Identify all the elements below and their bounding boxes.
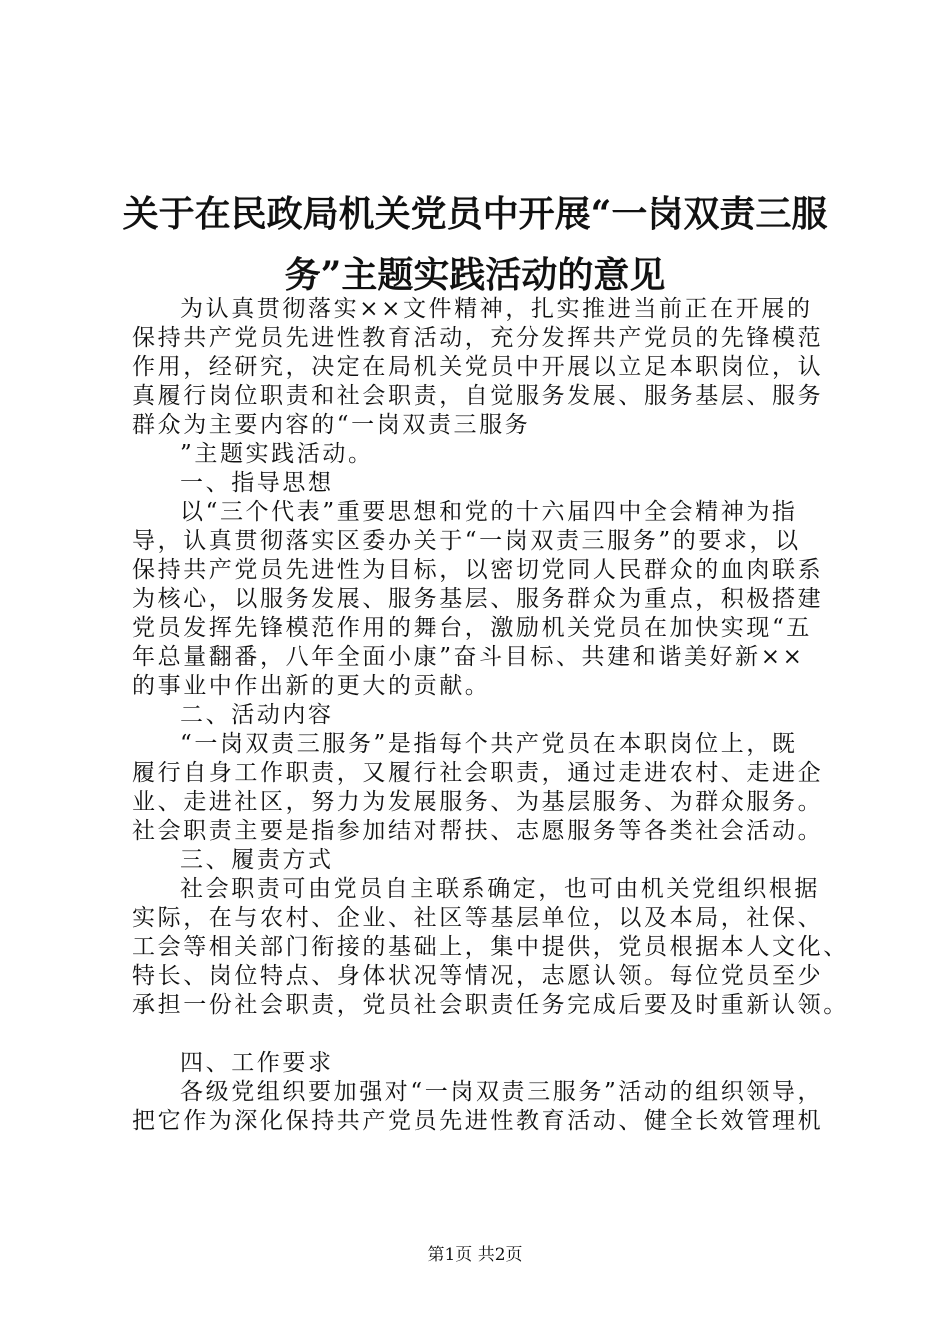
paragraph-line: 履行自身工作职责，又履行社会职责，通过走进农村、走进企 xyxy=(132,760,824,786)
paragraph-line: “一岗双责三服务”是指每个共产党员在本职岗位上，既 xyxy=(180,731,798,757)
paragraph-line: 作用，经研究，决定在局机关党员中开展以立足本职岗位，认 xyxy=(132,354,824,380)
blank-line xyxy=(132,1020,832,1049)
paragraph-line: 年总量翻番，八年全面小康”奋斗目标、共建和谐美好新×× xyxy=(132,644,805,670)
paragraph-line: 以“三个代表”重要思想和党的十六届四中全会精神为指 xyxy=(180,499,798,525)
paragraph-line: ”主题实践活动。 xyxy=(180,441,374,467)
paragraph-line: 特长、岗位特点、身体状况等情况，志愿认领。每位党员至少 xyxy=(132,963,824,989)
section-heading: 三、履责方式 xyxy=(180,847,334,873)
paragraph-line: 为核心，以服务发展、服务基层、服务群众为重点，积极搭建 xyxy=(132,586,824,612)
document-title-line-1: 关于在民政局机关党员中开展“一岗双责三服 xyxy=(122,193,828,235)
paragraph-line: 为认真贯彻落实××文件精神，扎实推进当前正在开展的 xyxy=(180,296,813,322)
paragraph-line: 社会职责可由党员自主联系确定，也可由机关党组织根据 xyxy=(180,876,820,902)
document-body xyxy=(132,295,849,1136)
paragraph-line: 工会等相关部门衔接的基础上，集中提供，党员根据本人文化、 xyxy=(132,934,849,960)
paragraph-line: 党员发挥先锋模范作用的舞台，激励机关党员在加快实现“五 xyxy=(132,615,812,641)
paragraph-line: 实际，在与农村、企业、社区等基层单位，以及本局，社保、 xyxy=(132,905,824,931)
section-heading: 一、指导思想 xyxy=(180,470,334,496)
section-heading: 二、活动内容 xyxy=(180,702,334,728)
paragraph-line: 群众为主要内容的“一岗双责三服务 xyxy=(132,412,531,438)
paragraph-line: 社会职责主要是指参加结对帮扶、志愿服务等各类社会活动。 xyxy=(132,818,824,844)
paragraph-line: 保持共产党员先进性为目标，以密切党同人民群众的血肉联系 xyxy=(132,557,824,583)
document-title-line-2: 务”主题实践活动的意见 xyxy=(284,254,666,296)
page-number-footer: 第1页 共2页 xyxy=(427,1245,523,1265)
paragraph-line: 真履行岗位职责和社会职责，自觉服务发展、服务基层、服务 xyxy=(132,383,824,409)
paragraph-line: 保持共产党员先进性教育活动，充分发挥共产党员的先锋模范 xyxy=(132,325,824,351)
paragraph-line: 业、走进社区，努力为发展服务、为基层服务、为群众服务。 xyxy=(132,789,824,815)
section-heading: 四、工作要求 xyxy=(180,1050,334,1076)
paragraph-line: 承担一份社会职责，党员社会职责任务完成后要及时重新认领。 xyxy=(132,992,849,1018)
paragraph-line: 的事业中作出新的更大的贡献。 xyxy=(132,673,491,699)
paragraph-line: 导，认真贯彻落实区委办关于“一岗双责三服务”的要求，以 xyxy=(132,528,801,554)
paragraph-line: 把它作为深化保持共产党员先进性教育活动、健全长效管理机 xyxy=(132,1108,824,1134)
paragraph-line: 各级党组织要加强对“一岗双责三服务”活动的组织领导， xyxy=(180,1079,824,1105)
